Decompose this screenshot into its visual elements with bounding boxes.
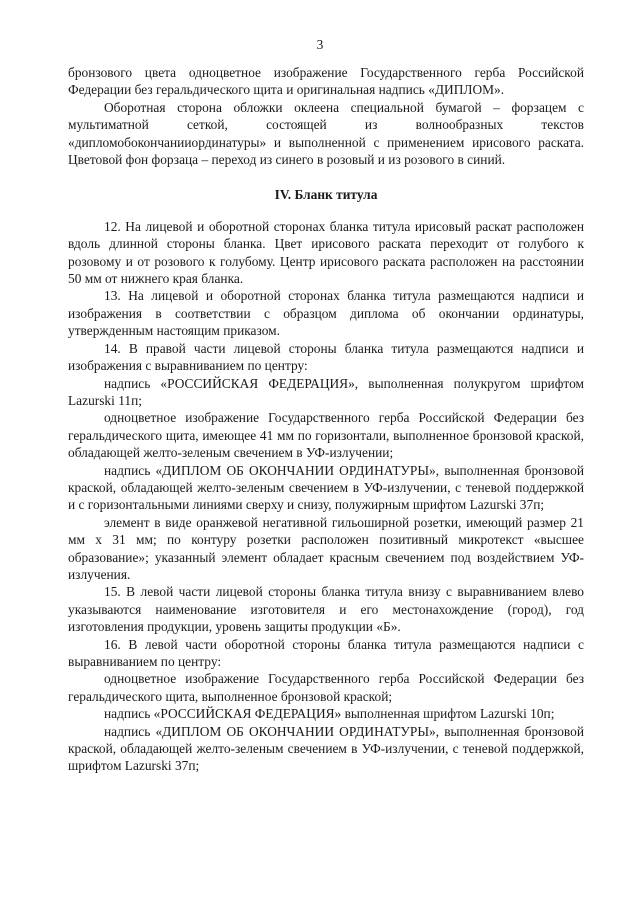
paragraph-14: 14. В правой части лицевой стороны бланка титула размещаются надписи и изображения с выравниванием по центру: [68, 340, 584, 374]
paragraph-13: 13. На лицевой и оборотной сторонах бланка титула размещаются надписи и изображения в соответствии с образцом диплома об окончании ординатуры, утвержденным настоящим приказом. [68, 288, 584, 339]
paragraph-14-item-1: надпись «РОССИЙСКАЯ ФЕДЕРАЦИЯ», выполненная полукругом шрифтом Lazurski 11п; [68, 375, 584, 408]
paragraph-forzac: Оборотная сторона обложки оклеена специальной бумагой – форзацем с мультиматной сеткой, состоящей из волнообразных текстов «дипломобокончанииординатуры» и выполненной с применением ирисового раската. Цветовой фон форзаца – переход из синего в розовый и из розового в синий. [68, 99, 584, 168]
paragraph-16-item-3: надпись «ДИПЛОМ ОБ ОКОНЧАНИИ ОРДИНАТУРЫ», выполненная бронзовой краской, обладающей желто-зеленым свечением в УФ-излучении, с теневой поддержкой, шрифтом Lazurski 37п; [68, 723, 584, 774]
paragraph-16-item-2: надпись «РОССИЙСКАЯ ФЕДЕРАЦИЯ» выполненная шрифтом Lazurski 10п; [104, 706, 555, 722]
paragraph-15: 15. В левой части лицевой стороны бланка титула внизу с выравниванием влево указываются наименование изготовителя и его местонахождение (город), год изготовления продукции, уровень защиты продукции «Б». [68, 584, 584, 635]
document-body [68, 64, 584, 775]
paragraph-16-item-1: одноцветное изображение Государственного герба Российской Федерации без геральдического щита, выполненное бронзовой краской; [68, 671, 584, 704]
paragraph-16: 16. В левой части оборотной стороны бланка титула размещаются надписи с выравниванием по центру: [68, 636, 584, 669]
paragraph-12: 12. На лицевой и оборотной сторонах бланка титула ирисовый раскат расположен вдоль длинной стороны бланка. Цвет ирисового раската переходит от голубого к розовому и от розового к голубому. Центр ирисового раската расположен на расстоянии 50 мм от нижнего края бланка. [68, 218, 584, 287]
page-number: 3 [316, 37, 324, 52]
paragraph-14-item-2: одноцветное изображение Государственного герба Российской Федерации без геральдического щита, имеющее 41 мм по горизонтали, выполненное бронзовой краской, обладающей желто-зеленым свечением в УФ-излучении; [68, 410, 584, 461]
paragraph-14-item-4: элемент в виде оранжевой негативной гильоширной розетки, имеющий размер 21 мм х 31 мм; по контуру розетки расположен позитивный микротекст «высшее образование»; указанный элемент обладает красным свечением под воздействием УФ-излучения. [68, 514, 584, 582]
section-heading: IV. Бланк титула [274, 187, 378, 203]
paragraph-14-item-3: надпись «ДИПЛОМ ОБ ОКОНЧАНИИ ОРДИНАТУРЫ», выполненная бронзовой краской, обладающей желто-зеленым свечением в УФ-излучении, с теневой поддержкой и с горизонтальными линиями сверху и снизу, полужирным шрифтом Lazurski 37п; [68, 462, 584, 513]
paragraph-continuation: бронзового цвета одноцветное изображение Государственного герба Российской Федерации без геральдического щита и оригинальная надпись «ДИПЛОМ». [68, 65, 584, 98]
